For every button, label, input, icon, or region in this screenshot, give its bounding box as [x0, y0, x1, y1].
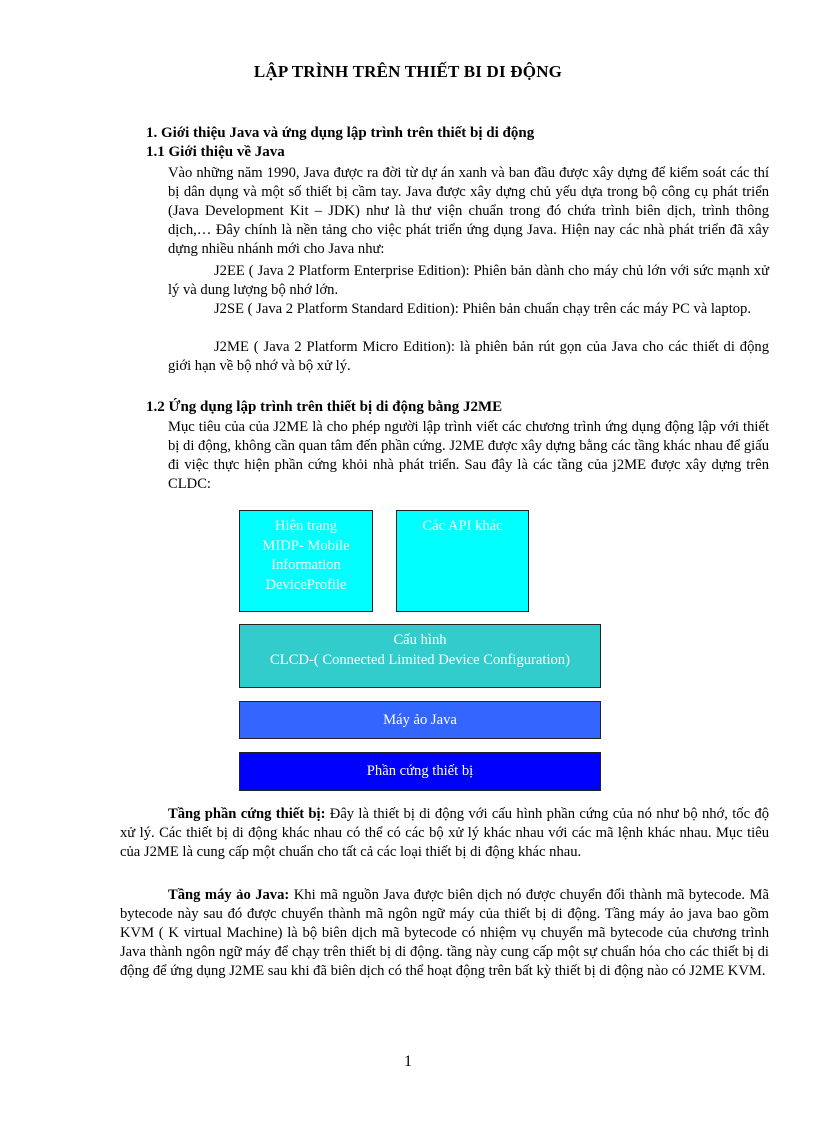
cldc-config-box: [239, 624, 601, 688]
jvm-label: Máy ảo Java: [383, 712, 457, 728]
section-1-2-heading: 1.2 Ứng dụng lập trình trên thiết bị di động bằng J2ME: [146, 399, 503, 415]
jvm-lead: Tầng máy ảo Java:: [168, 887, 290, 903]
section-1-1-heading: 1.1 Giới thiệu về Java: [146, 144, 285, 160]
midp-line: MIDP- Mobile: [262, 537, 350, 554]
other-api-label: Các API khác: [422, 518, 503, 534]
hardware-text: Đây là thiết bị di động với cấu hình phần cứng của nó như bộ nhớ, tốc độ xử lý. Các thiết bị di động khác nhau có thể có các bộ xử lý khác nhau với các mã lệnh khác nhau. Mục tiêu của J2ME là cung cấp một chuẩn cho tất cả các loại thiết bị di động khác nhau.: [120, 806, 769, 860]
jvm-paragraph: [120, 886, 769, 981]
jvm-text: Khi mã nguồn Java được biên dịch nó được chuyển đổi thành mã bytecode. Mã bytecode này sau đó được chuyển thành mã ngôn ngữ máy của thiết bị di động. Tầng máy ảo java bao gồm KVM ( K virtual Machine) là bộ biên dịch mã bytecode có nhiệm vụ chuyển mã bytecode của chương trình Java thành ngôn ngữ máy để chạy trên thiết bị di động. tầng này cung cấp một sự chuẩn hóa cho các thiết bị di động để ứng dụng J2ME sau khi đã biên dịch có thể hoạt động trên bất kỳ thiết bị di động nào có J2ME KVM.: [120, 887, 770, 979]
j2ee-paragraph: J2EE ( Java 2 Platform Enterprise Edition): Phiên bản dành cho máy chủ lớn với sức mạnh xử lý và dung lượng bộ nhớ lớn.: [168, 263, 769, 298]
midp-layer-box: [239, 510, 373, 612]
midp-line: Information: [271, 557, 341, 573]
cldc-line: CLCD-( Connected Limited Device Configuration): [270, 651, 570, 668]
page-number: 1: [404, 1053, 412, 1070]
page-title: LẬP TRÌNH TRÊN THIẾT BI DI ĐỘNG: [253, 62, 563, 81]
hardware-lead: Tầng phần cứng thiết bị:: [168, 806, 326, 822]
cldc-line: Cấu hình: [393, 632, 447, 648]
hardware-layer-box: [239, 752, 601, 791]
intro-paragraph: Vào những năm 1990, Java được ra đời từ dự án xanh và ban đầu được xây dựng để kiểm soát các thí bị dân dụng và một số thiết bị cầm tay. Java được xây dựng chủ yếu dựa trong bộ công cụ phát triển (Java Development Kit – JDK) như là thư viện chuẩn trong đó chứa trình biên dịch, trình thông dịch,… Đây chính là nền tảng cho việc phát triển ứng dụng Java. Hiện nay các nhà phát triển đã xây dựng nhiều nhánh mới cho Java như:: [168, 165, 769, 257]
j2me-intro-paragraph: Mục tiêu của của J2ME là cho phép người lập trình viết các chương trình ứng dụng động lập với thiết bị di động, không cần quan tâm đến phần cứng. J2ME được xây dựng bằng các tầng khác nhau để giấu đi việc thực hiện phần cứng khỏi nhà phát triển. Sau đây là các tầng của j2ME được xây dựng trên CLDC:: [168, 419, 769, 492]
section-1-heading: 1. Giới thiệu Java và ứng dụng lập trình trên thiết bị di động: [146, 125, 535, 141]
hardware-paragraph: [120, 805, 769, 862]
other-api-box: [396, 510, 529, 612]
jvm-layer-box: [239, 701, 601, 739]
midp-line: Hiện trạng: [274, 518, 337, 534]
hardware-label: Phần cứng thiết bị: [366, 763, 474, 779]
j2me-paragraph: J2ME ( Java 2 Platform Micro Edition): là phiên bản rút gọn của Java cho các thiết di động giới hạn về bộ nhớ và bộ xử lý.: [168, 339, 769, 374]
j2se-paragraph: J2SE ( Java 2 Platform Standard Edition): Phiên bản chuẩn chạy trên các máy PC và laptop.: [214, 301, 752, 317]
midp-line: DeviceProfile: [265, 576, 347, 593]
